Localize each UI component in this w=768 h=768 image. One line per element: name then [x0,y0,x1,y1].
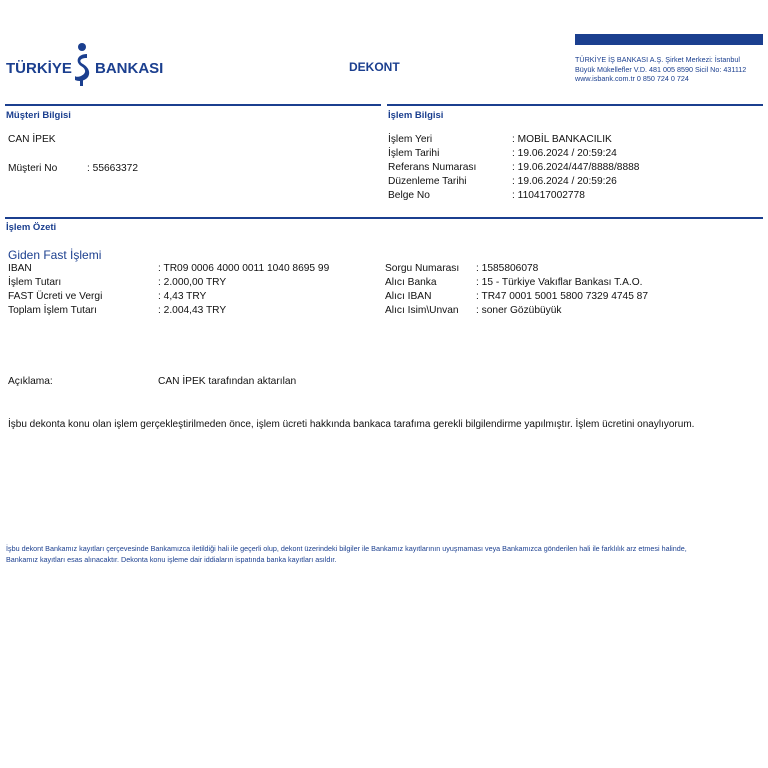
customer-number-label: Müşteri No [8,163,58,174]
summary-value: : TR09 0006 4000 0011 1040 8695 99 [158,263,330,274]
summary-value: : 2.004,43 TRY [158,305,227,316]
transaction-value: : 19.06.2024 / 20:59:26 [512,176,617,187]
section-divider [387,104,763,106]
transaction-value: : MOBİL BANKACILIK [512,134,612,145]
customer-number-value: : 55663372 [87,163,138,174]
legal-footer [6,544,766,565]
bank-logo [6,40,166,90]
company-info [575,55,765,84]
summary-value: : soner Gözübüyük [476,305,562,316]
transaction-section-title: İşlem Bilgisi [388,110,444,121]
legal-footer-line: Bankamız kayıtları esas alınacaktır. Dekonta konu işleme dair iddiaların ispatında banka kayıtları asıldır. [6,554,337,564]
summary-label: Alıcı IBAN [385,291,432,302]
description-value: CAN İPEK tarafından aktarılan [158,376,297,387]
transaction-label: Düzenleme Tarihi [388,176,467,187]
summary-label: Sorgu Numarası [385,263,460,274]
transaction-value: : 110417002778 [512,190,585,201]
is-bank-emblem-icon [71,42,93,88]
transaction-value: : 19.06.2024/447/8888/8888 [512,162,640,173]
document-title: DEKONT [349,60,400,74]
summary-label: FAST Ücreti ve Vergi [8,291,103,302]
summary-label: İşlem Tutarı [8,277,62,288]
description-label: Açıklama: [8,376,53,387]
consent-text: İşbu dekonta konu olan işlem gerçekleştirilmeden önce, işlem ücreti hakkında bankaca tarafıma gerekli bilgilendirme yapılmıştır. İşlem ücretini onaylıyorum. [8,419,695,430]
summary-label: Alıcı Banka [385,277,437,288]
summary-label: Alıcı Isim\Unvan [385,305,459,316]
summary-section-title: İşlem Özeti [6,222,57,233]
company-info-line: Büyük Mükellefler V.D. 481 005 8590 Sicil No: 431112 [575,64,747,74]
summary-value: : TR47 0001 5001 5800 7329 4745 87 [476,291,649,302]
summary-value: : 15 - Türkiye Vakıflar Bankası T.A.O. [476,277,643,288]
company-info-line: www.isbank.com.tr 0 850 724 0 724 [575,74,689,83]
transaction-label: İşlem Tarihi [388,148,440,159]
transaction-type: Giden Fast İşlemi [8,248,102,262]
section-divider [5,217,763,219]
company-info-line: TÜRKİYE İŞ BANKASI A.Ş. Şirket Merkezi: İstanbul [575,55,740,64]
customer-name: CAN İPEK [8,134,56,145]
transaction-label: İşlem Yeri [388,134,433,145]
logo-text-right: BANKASI [95,60,164,77]
transaction-value: : 19.06.2024 / 20:59:24 [512,148,617,159]
header-accent-bar [575,34,763,45]
legal-footer-line: İşbu dekont Bankamız kayıtları çerçevesinde Bankamızca iletildiği hali ile geçerli olup, dekont üzerindeki bilgiler ile Bankamız kayıtlarının uyuşmaması veya Bankamızca gönderilen hali ile farklılık arz etmesi halinde, [6,544,687,553]
summary-label: Toplam İşlem Tutarı [8,305,97,316]
customer-section-title: Müşteri Bilgisi [6,110,71,121]
logo-text-left: TÜRKİYE [6,60,72,77]
summary-value: : 4,43 TRY [158,291,207,302]
transaction-label: Referans Numarası [388,162,477,173]
summary-label: IBAN [8,263,32,274]
summary-value: : 1585806078 [476,263,539,274]
transaction-label: Belge No [388,190,430,201]
summary-value: : 2.000,00 TRY [158,277,227,288]
section-divider [5,104,381,106]
